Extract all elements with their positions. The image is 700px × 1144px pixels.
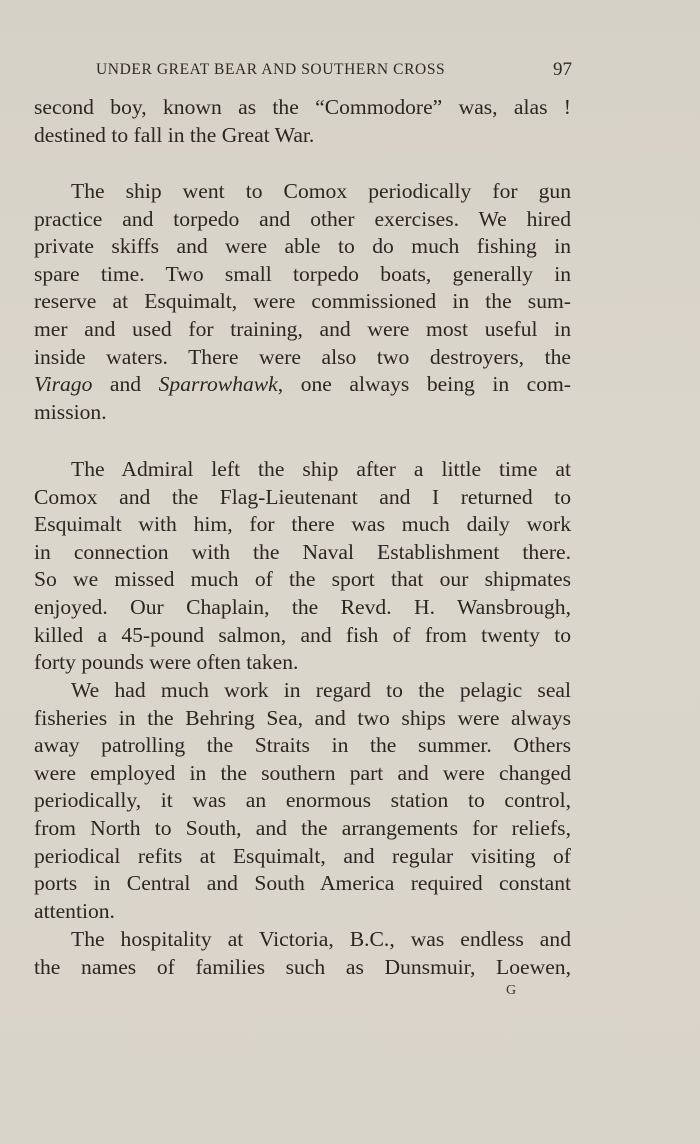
paragraph-5 [34,926,571,981]
paragraph-3 [34,456,571,677]
text-line: The Admiral left the ship after a little time at [71,457,571,481]
paragraph-2 [34,178,571,426]
text-line: inside waters. There were also two destroyers, the [34,344,571,369]
paragraph-1 [34,94,571,149]
page-number: 97 [553,59,572,80]
text-line: enjoyed. Our Chaplain, the Revd. H. Wansbrough, [34,594,571,619]
text-line: killed a 45-pound salmon, and fish of from twenty to [34,622,571,647]
text-line: The ship went to Comox periodically for gun [71,179,571,203]
text-line: Comox and the Flag-Lieutenant and I returned to [34,484,571,509]
text-line: periodically, it was an enormous station to control, [34,788,571,813]
text-line: The hospitality at Victoria, B.C., was endless and [71,927,571,951]
text-line: were employed in the southern part and were changed [34,760,571,785]
ship-name: Virago [34,372,93,397]
text-line: private skiffs and were able to do much fishing in [34,234,571,259]
text-line: destined to fall in the Great War. [34,122,315,147]
text-line: in connection with the Naval Establishment there. [34,539,571,564]
running-head: UNDER GREAT BEAR AND SOUTHERN CROSS [96,61,446,78]
text-line: mer and used for training, and were most useful in [34,316,571,341]
text-line: spare time. Two small torpedo boats, generally in [34,261,571,286]
text-line: mission. [34,399,107,424]
text-line: periodical refits at Esquimalt, and regular visiting of [34,843,571,868]
text-line: fisheries in the Behring Sea, and two ships were always [34,705,571,730]
text-line: away patrolling the Straits in the summer. Others [34,733,571,758]
page-header [96,58,572,84]
text-line: reserve at Esquimalt, were commissioned in the sum- [34,289,571,314]
text-line: ports in Central and South America required constant [34,871,571,896]
text-line: second boy, known as the “Commodore” was, alas ! [34,95,571,119]
text-line: Esquimalt with him, for there was much daily work [34,512,571,537]
text-line: from North to South, and the arrangements for reliefs, [34,815,571,840]
text-line: forty pounds were often taken. [34,650,299,675]
text-line: attention. [34,898,115,923]
text-line: practice and torpedo and other exercises. We hired [34,206,571,231]
paragraph-4 [34,677,571,925]
text-line: the names of families such as Dunsmuir, Loewen, [34,954,571,979]
text-line: We had much work in regard to the pelagic seal [71,678,571,702]
ship-name: Sparrowhawk [158,372,278,397]
text-line: So we missed much of the sport that our shipmates [34,567,571,592]
signature-mark: G [506,983,517,998]
text-line-italic-names [34,371,571,399]
text-line: Virago and Sparrowhawk, one always being in com- [34,372,571,397]
